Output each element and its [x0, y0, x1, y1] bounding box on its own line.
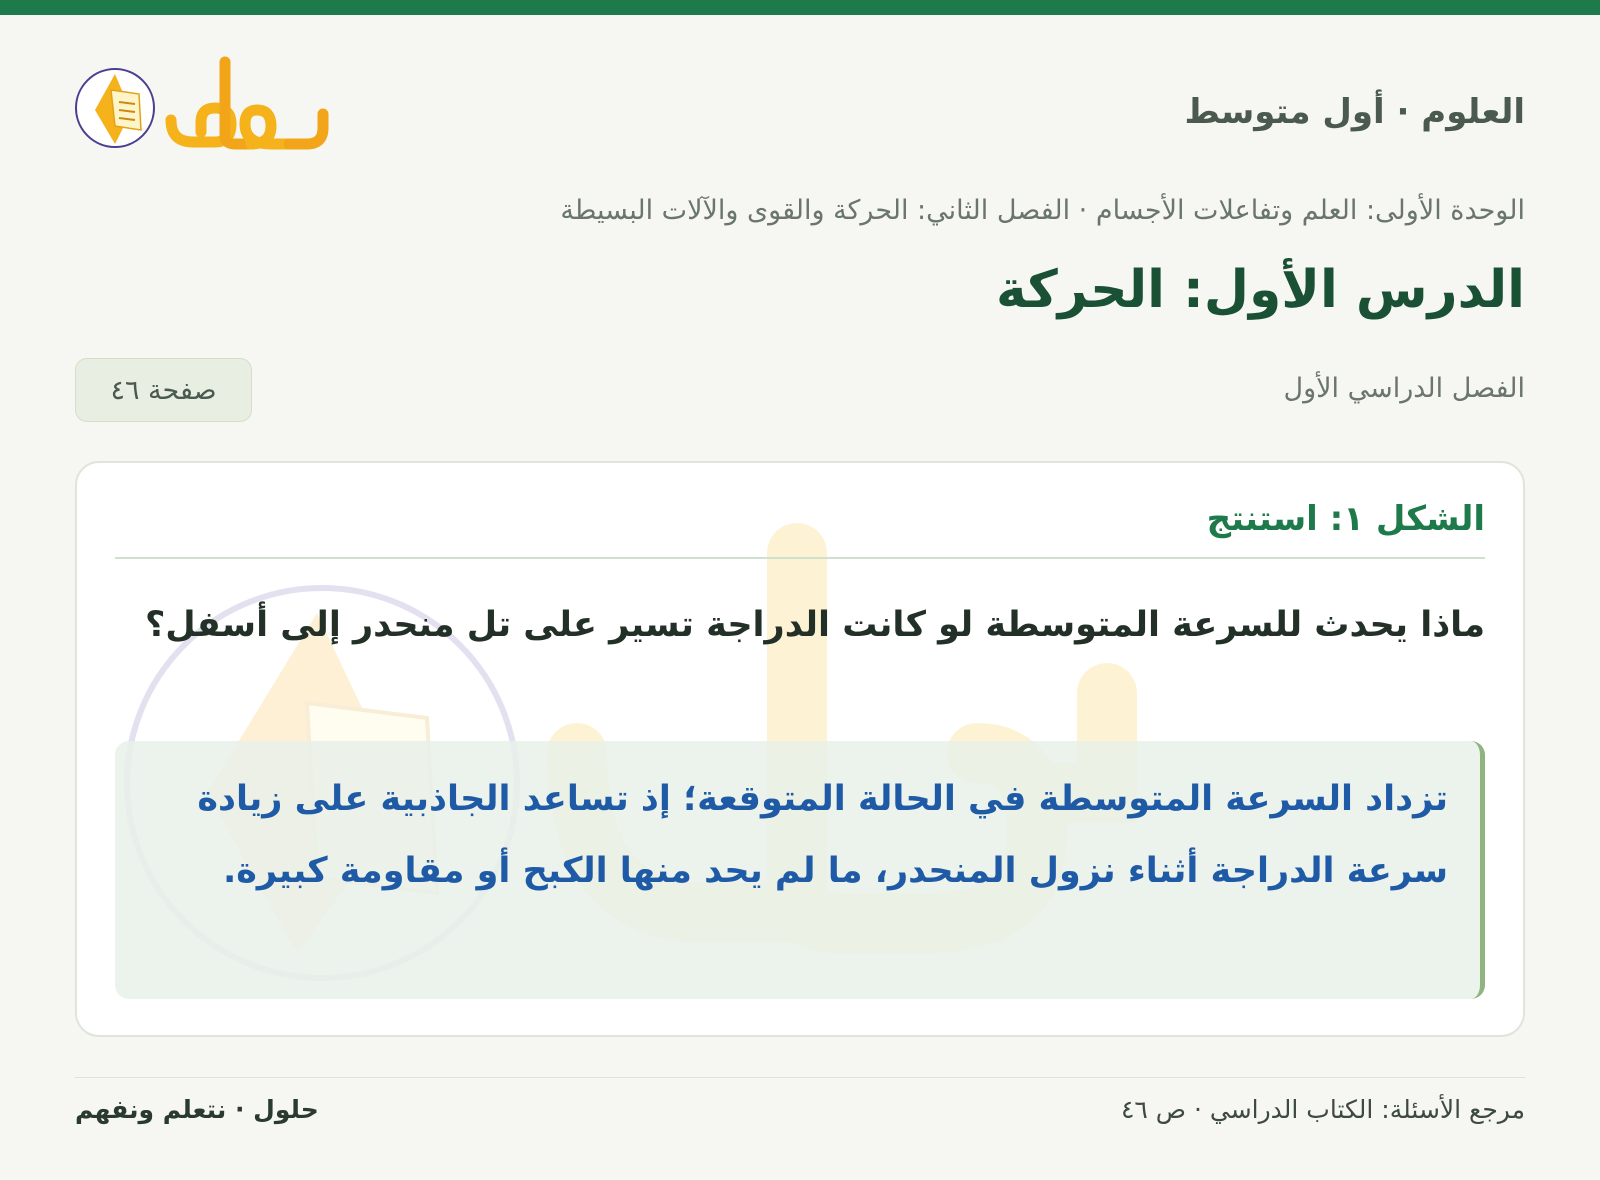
footer-brand: حلول · نتعلم ونفهم — [75, 1095, 319, 1124]
figure-label: الشكل ١: استنتج — [1206, 499, 1485, 539]
subject-title: العلوم · أول متوسط — [1184, 92, 1525, 132]
unit-breadcrumb: الوحدة الأولى: العلم وتفاعلات الأجسام · الفصل الثاني: الحركة والقوى والآلات البسيطة — [560, 195, 1525, 226]
page — [75, 15, 1525, 1180]
hulul-logo[interactable] — [75, 50, 335, 160]
question-card — [75, 461, 1525, 1037]
card-content — [115, 463, 1485, 1035]
footer-divider — [75, 1077, 1525, 1078]
page-number-badge: صفحة ٤٦ — [75, 358, 252, 422]
top-accent-bar — [0, 0, 1600, 15]
lesson-title: الدرس الأول: الحركة — [995, 260, 1525, 320]
answer-box — [115, 741, 1485, 999]
logo-icon — [75, 50, 335, 160]
card-divider — [115, 557, 1485, 559]
semester-label: الفصل الدراسي الأول — [1283, 373, 1525, 404]
question-text: ماذا يحدث للسرعة المتوسطة لو كانت الدراجة تسير على تل منحدر إلى أسفل؟ — [144, 605, 1485, 645]
footer-reference: مرجع الأسئلة: الكتاب الدراسي · ص ٤٦ — [1120, 1095, 1525, 1124]
answer-text: تزداد السرعة المتوسطة في الحالة المتوقعة؛ إذ تساعد الجاذبية على زيادة سرعة الدراجة أثناء نزول المنحدر، ما لم يحد منها الكبح أو مقاومة كبيرة. — [197, 779, 1448, 891]
header — [75, 50, 1525, 160]
